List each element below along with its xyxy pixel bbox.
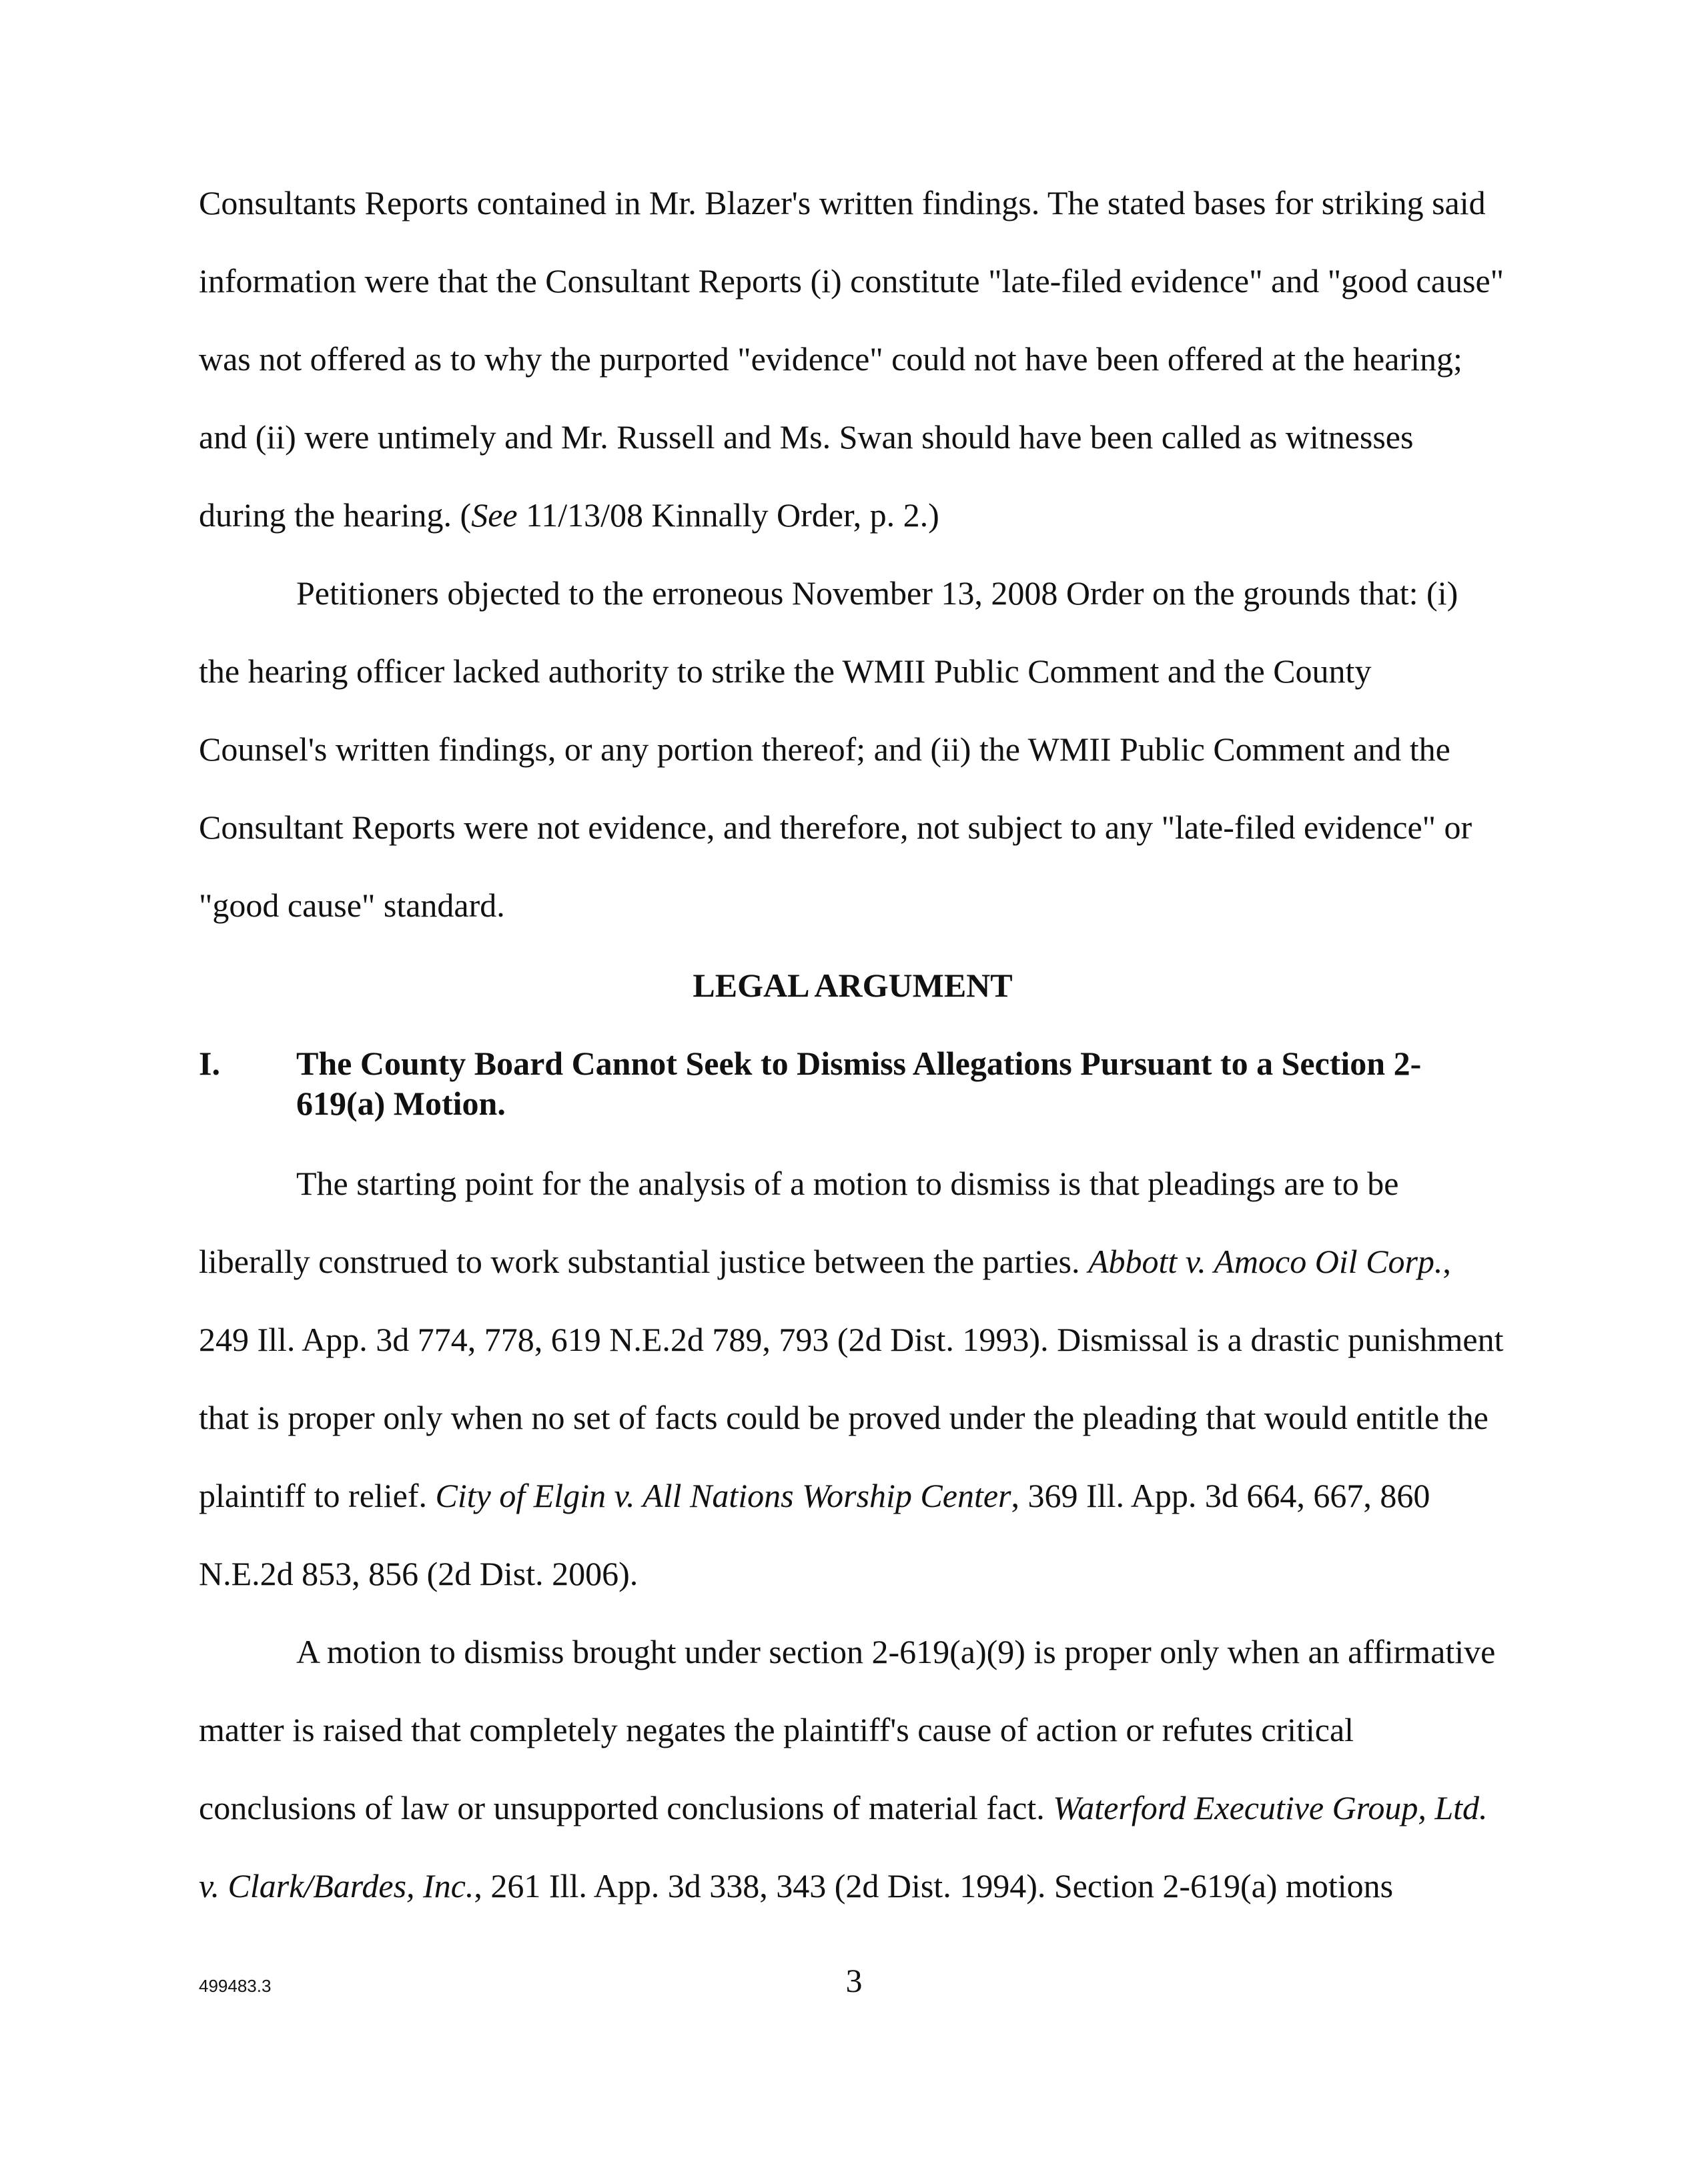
paragraph-consultant-reports — [199, 164, 1507, 554]
section-number: I. — [199, 1045, 220, 1082]
page-number: 3 — [845, 1962, 863, 1999]
paragraph-text: , 249 Ill. App. 3d 774, 778, 619 N.E.2d 789, 793 (2d Dist. 1993). Dismissal is a drastic punishment that is proper only when no set of facts could be proved under the pleading that would entitle the plaintiff to relief. — [199, 1243, 1504, 1514]
paragraph-text: Petitioners objected to the erroneous November 13, 2008 Order on the grounds that: (i) the hearing officer lacked authority to strike the WMII Public Comment and the County Counsel's written findings, or any portion thereof; and (ii) the WMII Public Comment and the Consultant Reports were not evidence, and therefore, not subject to any "late-filed evidence" or "good cause" standard. — [199, 574, 1472, 924]
document-id: 499483.3 — [199, 1976, 272, 1996]
legal-argument-heading: LEGAL ARGUMENT — [693, 967, 1013, 1004]
paragraph-petitioners-objected — [199, 554, 1507, 945]
paragraph-text: Consultants Reports contained in Mr. Blazer's written findings. The stated bases for striking said information were that the Consultant Reports (i) constitute "late-filed evidence" and "good cause" was not offered as to why the purported "evidence" could not have been offered at the hearing; and (ii) were untimely and Mr. Russell and Ms. Swan should have been called as witnesses during the hearing. ( — [199, 184, 1505, 534]
paragraph-starting-point — [199, 1145, 1507, 1613]
case-citation-abbott: Abbott v. Amoco Oil Corp. — [1088, 1243, 1443, 1280]
paragraph-text: , 261 Ill. App. 3d 338, 343 (2d Dist. 1994). Section 2-619(a) motions — [474, 1867, 1394, 1905]
paragraph-text: , 369 Ill. App. 3d 664, 667, 860 N.E.2d 853, 856 (2d Dist. 2006). — [199, 1477, 1430, 1592]
paragraph-text: A motion to dismiss brought under section 2-619(a)(9) is proper only when an affirmative matter is raised that completely negates the plaintiff's cause of action or refutes critical conclusions of law or unsupported conclusions of material fact. — [199, 1633, 1496, 1826]
paragraph-text: The starting point for the analysis of a motion to dismiss is that pleadings are to be liberally construed to work substantial justice between the parties. — [199, 1165, 1399, 1280]
case-citation-city-of-elgin: City of Elgin v. All Nations Worship Center — [435, 1477, 1011, 1514]
section-heading-i — [199, 1043, 1507, 1123]
paragraph-text: 11/13/08 Kinnally Order, p. 2.) — [517, 496, 939, 534]
section-title: The County Board Cannot Seek to Dismiss Allegations Pursuant to a Section 2-619(a) Motion. — [296, 1045, 1422, 1122]
case-citation-waterford: Waterford Executive Group, Ltd. v. Clark/Bardes, Inc. — [199, 1789, 1488, 1905]
paragraph-motion-to-dismiss — [199, 1613, 1507, 1925]
signal-italic: See — [471, 496, 518, 534]
